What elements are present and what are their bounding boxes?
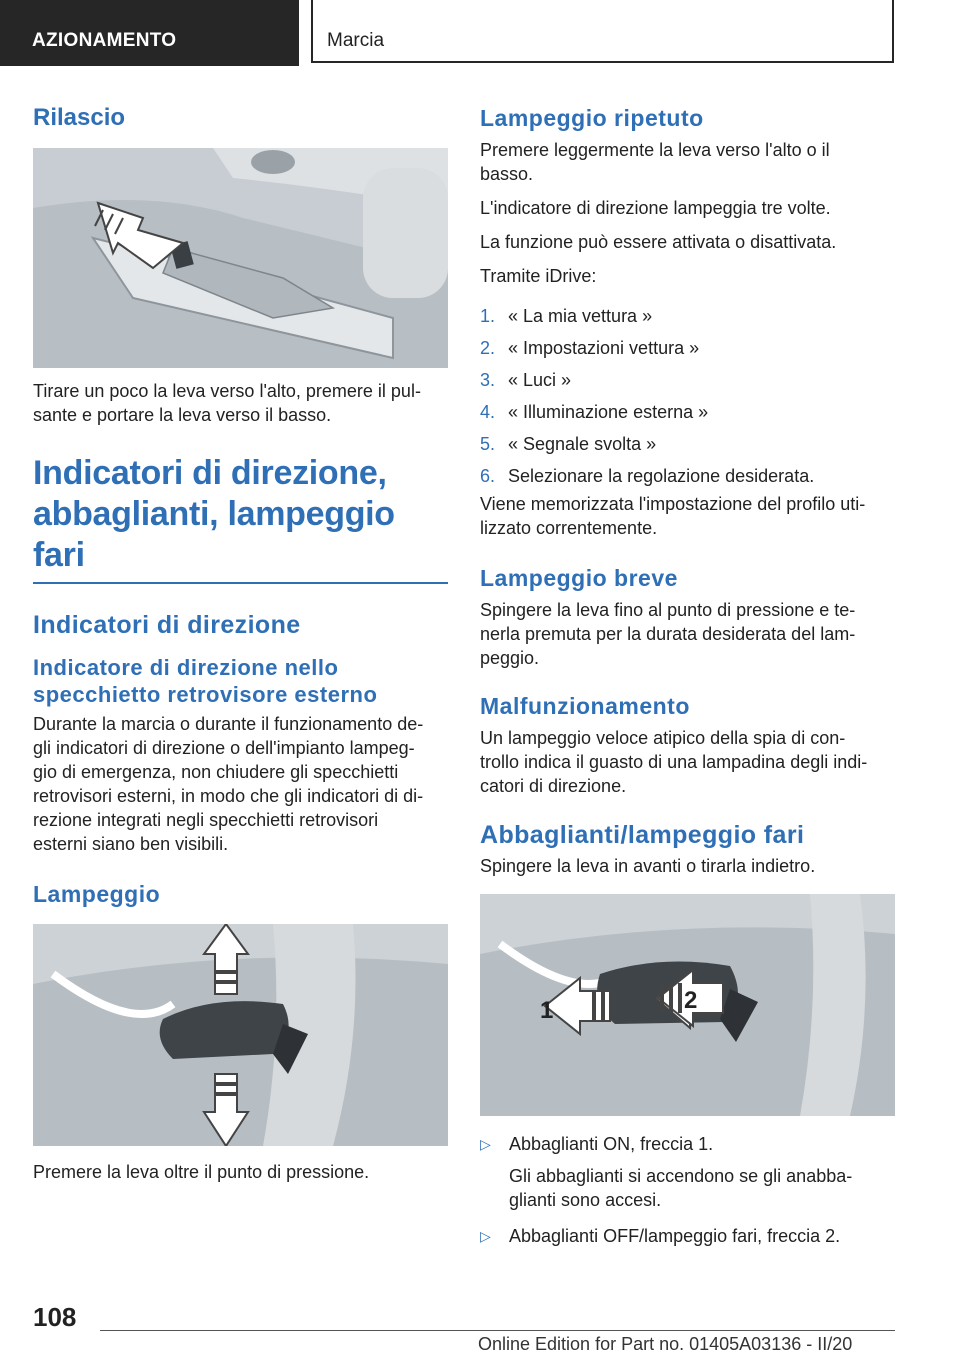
- footer-divider: [100, 1330, 895, 1331]
- stalk-updown-drawing: [33, 924, 448, 1146]
- triangle-bullet-icon: ▷: [480, 1228, 491, 1244]
- list-item: 6. Selezionare la regolazione desiderata.: [480, 466, 815, 486]
- abbaglianti-heading: Abbaglianti/lampeggio fari: [480, 821, 805, 849]
- rilascio-text: Tirare un poco la leva verso l'alto, premere il pul- sante e portare la leva verso il basso.: [33, 381, 421, 425]
- abbaglianti-text: Spingere la leva in avanti o tirarla indietro.: [480, 856, 816, 876]
- handbrake-drawing: [33, 148, 448, 368]
- arrow-1-label: 1: [540, 997, 554, 1024]
- arrow-2-label: 2: [684, 987, 698, 1014]
- left-column: [33, 100, 448, 1184]
- specchietto-title-line2: specchietto retrovisore esterno: [33, 682, 378, 707]
- idrive-steps-list: [480, 304, 895, 488]
- ripetuto-text-4: Tramite iDrive:: [480, 266, 597, 286]
- header-chapter-label: Marcia: [327, 30, 385, 51]
- ripetuto-text-2: L'indicatore di direzione lampeggia tre volte.: [480, 198, 831, 218]
- main-title-line2: abbaglianti, lampeggio fari: [33, 495, 395, 574]
- ripetuto-text-1: Premere leggermente la leva verso l'alto o il basso.: [480, 140, 830, 184]
- lampeggio-text: Premere la leva oltre il punto di pressione.: [33, 1162, 370, 1182]
- handbrake-illustration: [33, 148, 448, 368]
- indicatori-heading: Indicatori di direzione: [33, 611, 301, 639]
- specchietto-heading: [33, 654, 448, 708]
- breve-text: Spingere la leva fino al punto di pressione e te- nerla premuta per la durata desiderata del lam- peggio.: [480, 600, 856, 668]
- list-item: ▷ Abbaglianti OFF/lampeggio fari, freccia 2.: [480, 1226, 841, 1246]
- footer-edition: Online Edition for Part no. 01405A03136 - II/20: [478, 1334, 853, 1354]
- ripetuto-text-3: La funzione può essere attivata o disattivata.: [480, 232, 837, 252]
- rilascio-heading: Rilascio: [33, 104, 126, 131]
- list-item: 2. « Impostazioni vettura »: [480, 338, 700, 358]
- specchietto-title-line1: Indicatore di direzione nello: [33, 655, 339, 680]
- header-section-label: AZIONAMENTO: [32, 30, 177, 51]
- list-item: 4. « Illuminazione esterna »: [480, 402, 709, 422]
- list-item: 3. « Luci »: [480, 370, 572, 390]
- abbaglianti-list: [480, 1132, 895, 1248]
- main-title-line1: Indicatori di direzione,: [33, 454, 387, 492]
- list-item-subtext: Gli abbaglianti si accendono se gli anabba- glianti sono accesi.: [509, 1166, 853, 1210]
- specchietto-text: Durante la marcia o durante il funzionamento de- gli indicatori di direzione o dell'impianto lampeg- gio di emergenza, non chiudere gli specchietti retrovisori esterni, in modo che gli indicatori di di- rezione integrati negli specchietti retrovisori esterni siano ben visibili.: [33, 714, 424, 854]
- lampeggio-heading: Lampeggio: [33, 881, 161, 907]
- list-item: 1. « La mia vettura »: [480, 306, 653, 326]
- ripetuto-heading: Lampeggio ripetuto: [480, 105, 704, 131]
- triangle-bullet-icon: ▷: [480, 1136, 491, 1152]
- list-item: ▷ Abbaglianti ON, freccia 1.: [480, 1134, 714, 1154]
- stalk-forward-back-drawing: [480, 894, 895, 1116]
- breve-heading: Lampeggio breve: [480, 565, 678, 591]
- malfunzionamento-heading: Malfunzionamento: [480, 693, 690, 719]
- stalk-forward-back-illustration: [480, 894, 895, 1116]
- malfunzionamento-text: Un lampeggio veloce atipico della spia di con- trollo indica il guasto di una lampadina degli indi- catori di direzione.: [480, 728, 868, 796]
- header-chapter-box: [311, 0, 894, 63]
- stalk-updown-illustration: [33, 924, 448, 1146]
- page-number: 108: [33, 1302, 77, 1332]
- header-section-tab: [0, 0, 299, 66]
- list-item: 5. « Segnale svolta »: [480, 434, 657, 454]
- main-section-title: [33, 453, 448, 584]
- memo-text: Viene memorizzata l'impostazione del profilo uti- lizzato correntemente.: [480, 494, 866, 538]
- right-column: [480, 100, 895, 1248]
